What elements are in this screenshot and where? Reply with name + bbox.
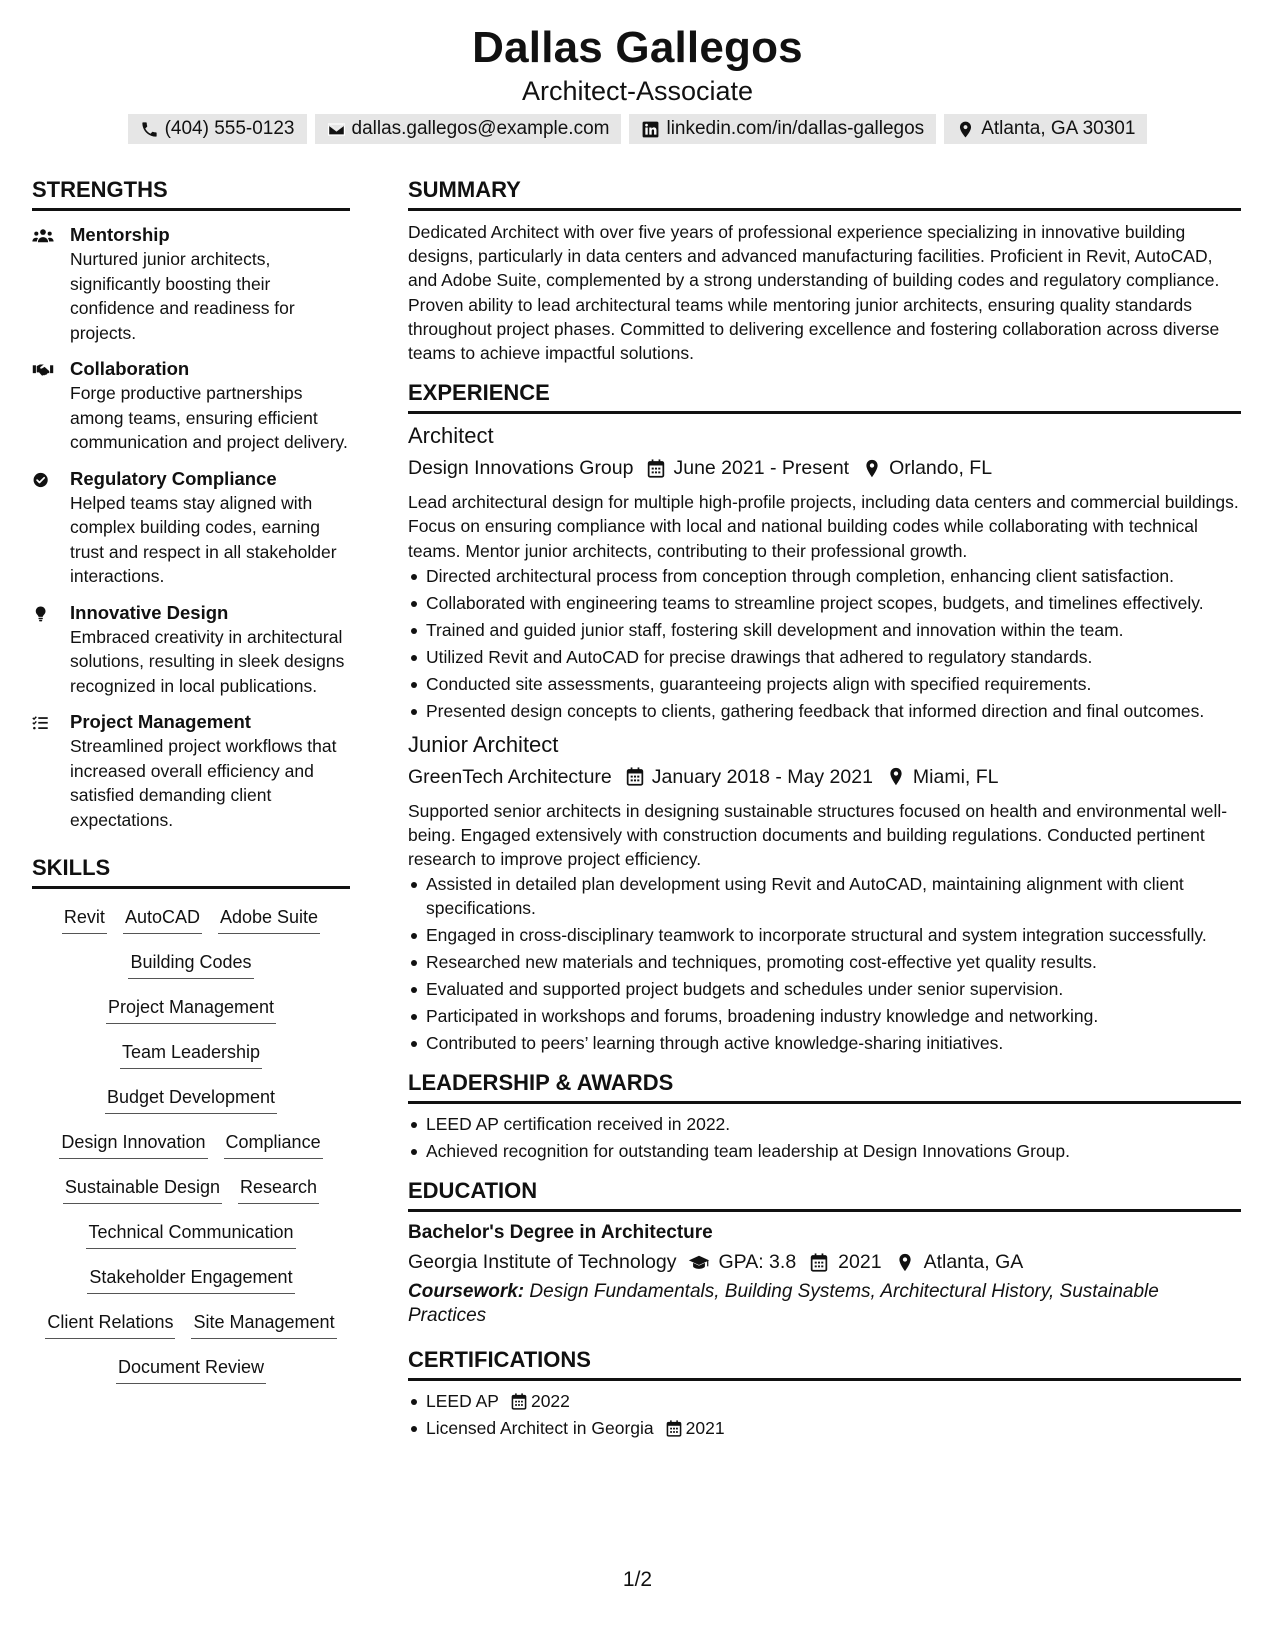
skills-list: [32, 903, 350, 1398]
list-item: LEED AP certification received in 2022.: [408, 1112, 1241, 1136]
skill-tag: Document Review: [116, 1353, 266, 1384]
job-company: Design Innovations Group: [408, 457, 634, 480]
coursework-label: Coursework:: [408, 1281, 525, 1303]
skill-tag: Revit: [62, 903, 107, 934]
job-bullets: [408, 872, 1241, 1055]
calendar-icon: [808, 1253, 830, 1272]
page-number: 1/2: [622, 1568, 653, 1591]
skill-tag: Compliance: [224, 1128, 323, 1159]
left-column: [32, 176, 350, 1398]
skill-tag: Sustainable Design: [63, 1173, 222, 1204]
certifications-list: [408, 1389, 1241, 1440]
skill-tag: AutoCAD: [123, 903, 202, 934]
job-location: Orlando, FL: [889, 457, 993, 480]
list-item: [408, 1416, 1241, 1440]
education-year: 2021: [838, 1251, 882, 1274]
location-text: Atlanta, GA 30301: [981, 118, 1136, 139]
linkedin-text: linkedin.com/in/dallas-gallegos: [666, 118, 925, 139]
strength-item: [32, 601, 350, 699]
map-pin-icon: [956, 120, 975, 139]
education-section: [408, 1177, 1241, 1328]
job-title: Architect: [408, 423, 494, 449]
resume-header: [0, 0, 1275, 144]
list-item: Researched new materials and techniques, promoting cost-effective yet quality results.: [408, 950, 1241, 974]
strength-name: Innovative Design: [70, 601, 229, 623]
list-item: Collaborated with engineering teams to streamline project scopes, budgets, and timelines effectively.: [408, 591, 1241, 615]
education-meta: [408, 1248, 1241, 1276]
job-description: Supported senior architects in designing sustainable structures focused on health and environmental well-being. Engaged extensively with construction documents and building regulations. Conducted pertinent research to improve project efficiency.: [408, 800, 1228, 870]
strength-desc: Forge productive partnerships among teams, ensuring efficient communication and project delivery.: [70, 383, 348, 452]
certification-year: 2021: [685, 1418, 725, 1439]
contact-phone[interactable]: [128, 114, 307, 144]
list-item: Directed architectural process from conception through completion, enhancing client satisfaction.: [408, 564, 1241, 588]
list-item: [408, 1389, 1241, 1413]
lightbulb-icon: [32, 604, 54, 624]
map-pin-icon: [887, 767, 905, 786]
leadership-section: [408, 1069, 1241, 1163]
education-gpa: GPA: 3.8: [718, 1251, 797, 1274]
certification-year: 2022: [530, 1391, 570, 1412]
job-meta: [408, 763, 1241, 791]
job-dates: January 2018 - May 2021: [651, 765, 873, 788]
strength-item: [32, 357, 350, 455]
strength-item: [32, 467, 350, 589]
calendar-icon: [666, 1420, 682, 1437]
strength-item: [32, 223, 350, 345]
skill-tag: Stakeholder Engagement: [87, 1263, 294, 1294]
strength-item: [32, 710, 350, 832]
check-circle-icon: [32, 470, 54, 490]
education-school: Georgia Institute of Technology: [408, 1251, 677, 1274]
job-meta: [408, 454, 1241, 482]
map-pin-icon: [894, 1253, 916, 1272]
skill-tag: Client Relations: [45, 1308, 175, 1339]
strength-name: Mentorship: [70, 224, 170, 245]
leadership-list: [408, 1112, 1241, 1163]
contact-bar: [0, 114, 1275, 144]
calendar-icon: [511, 1393, 527, 1410]
job-title: Junior Architect: [408, 731, 559, 757]
graduation-cap-icon: [688, 1253, 710, 1272]
job-description: Lead architectural design for multiple high-profile projects, including data centers and commercial buildings. Focus on ensuring compliance with local and national building codes while collaborating with technical teams. Mentor junior architects, contributing to their professional growth.: [408, 492, 1239, 561]
skill-tag: Research: [238, 1173, 319, 1204]
list-item: Participated in workshops and forums, broadening industry knowledge and networking.: [408, 1004, 1241, 1028]
education-location: Atlanta, GA: [923, 1251, 1024, 1274]
skill-tag: Technical Communication: [86, 1218, 295, 1249]
phone-text: (404) 555-0123: [164, 118, 295, 139]
job-entry: [408, 731, 1241, 1056]
strength-name: Regulatory Compliance: [70, 467, 277, 489]
certification-name: LEED AP: [426, 1391, 499, 1412]
calendar-icon: [626, 767, 644, 786]
strength-desc: Streamlined project workflows that increased overall efficiency and satisfied demanding client expectations.: [70, 736, 337, 830]
skills-heading: SKILLS: [32, 854, 350, 889]
contact-location: [944, 114, 1147, 144]
candidate-name: Dallas Gallegos: [472, 23, 803, 72]
skill-tag: Site Management: [191, 1308, 336, 1339]
education-degree: Bachelor's Degree in Architecture: [408, 1222, 713, 1244]
job-dates: June 2021 - Present: [673, 457, 850, 480]
map-pin-icon: [863, 459, 881, 478]
education-coursework: [408, 1280, 1241, 1328]
job-location: Miami, FL: [912, 765, 999, 788]
list-item: Presented design concepts to clients, gathering feedback that informed direction and final outcomes.: [408, 699, 1241, 723]
skill-tag: Design Innovation: [59, 1128, 207, 1159]
contact-linkedin[interactable]: [629, 114, 936, 144]
certifications-heading: CERTIFICATIONS: [408, 1346, 1241, 1381]
list-item: Engaged in cross-disciplinary teamwork to incorporate structural and system integration successfully.: [408, 923, 1241, 947]
job-bullets: [408, 564, 1241, 723]
candidate-title: Architect-Associate: [521, 76, 754, 106]
list-item: Evaluated and supported project budgets and schedules under senior supervision.: [408, 977, 1241, 1001]
envelope-icon: [327, 120, 346, 139]
skill-tag: Adobe Suite: [218, 903, 320, 934]
summary-heading: SUMMARY: [408, 176, 1241, 211]
coursework-text: Design Fundamentals, Building Systems, Architectural History, Sustainable Practices: [408, 1281, 1159, 1327]
list-item: Utilized Revit and AutoCAD for precise drawings that adhered to regulatory standards.: [408, 645, 1241, 669]
strength-desc: Helped teams stay aligned with complex building codes, earning trust and respect in all stakeholder interactions.: [70, 492, 337, 586]
education-heading: EDUCATION: [408, 1177, 1241, 1212]
handshake-icon: [32, 360, 54, 380]
skill-tag: Team Leadership: [120, 1038, 262, 1069]
experience-heading: EXPERIENCE: [408, 379, 1241, 414]
strength-name: Project Management: [70, 711, 251, 732]
leadership-heading: LEADERSHIP & AWARDS: [408, 1069, 1241, 1104]
users-icon: [32, 226, 54, 246]
strengths-heading: STRENGTHS: [32, 176, 350, 211]
calendar-icon: [647, 459, 665, 478]
skill-tag: Budget Development: [105, 1083, 277, 1114]
strength-name: Collaboration: [70, 358, 190, 379]
job-entry: [408, 422, 1241, 723]
job-company: GreenTech Architecture: [408, 765, 612, 788]
certifications-section: [408, 1346, 1241, 1440]
experience-section: [408, 379, 1241, 1055]
list-item: Trained and guided junior staff, fostering skill development and innovation within the team.: [408, 618, 1241, 642]
list-item: Assisted in detailed plan development using Revit and AutoCAD, maintaining alignment with client specifications.: [408, 872, 1241, 920]
email-text: dallas.gallegos@example.com: [351, 118, 610, 139]
list-item: Achieved recognition for outstanding team leadership at Design Innovations Group.: [408, 1139, 1241, 1163]
skill-tag: Project Management: [106, 993, 276, 1024]
task-list-icon: [32, 713, 54, 733]
right-column: [408, 176, 1241, 1443]
strength-desc: Embraced creativity in architectural solutions, resulting in sleek designs recognized in local publications.: [70, 626, 345, 696]
list-item: Conducted site assessments, guaranteeing projects align with specified requirements.: [408, 672, 1241, 696]
strength-desc: Nurtured junior architects, significantly boosting their confidence and readiness for projects.: [70, 249, 295, 343]
list-item: Contributed to peers’ learning through active knowledge-sharing initiatives.: [408, 1031, 1241, 1055]
contact-email[interactable]: [315, 114, 622, 144]
linkedin-icon: [641, 120, 660, 139]
certification-name: Licensed Architect in Georgia: [426, 1418, 654, 1439]
skill-tag: Building Codes: [128, 948, 253, 979]
phone-icon: [140, 120, 159, 139]
summary-text: Dedicated Architect with over five years of professional experience specializing in innovative building designs, particularly in data centers and advanced manufacturing facilities. Proficient in Revit, AutoCAD, and Adobe Suite, complemented by a strong understanding of building codes and regulatory compliance. Proven ability to lead architectural teams while mentoring junior architects, ensuring quality standards throughout project phases. Committed to delivering excellence and fostering collaboration across diverse teams to achieve impactful solutions.: [408, 222, 1220, 364]
